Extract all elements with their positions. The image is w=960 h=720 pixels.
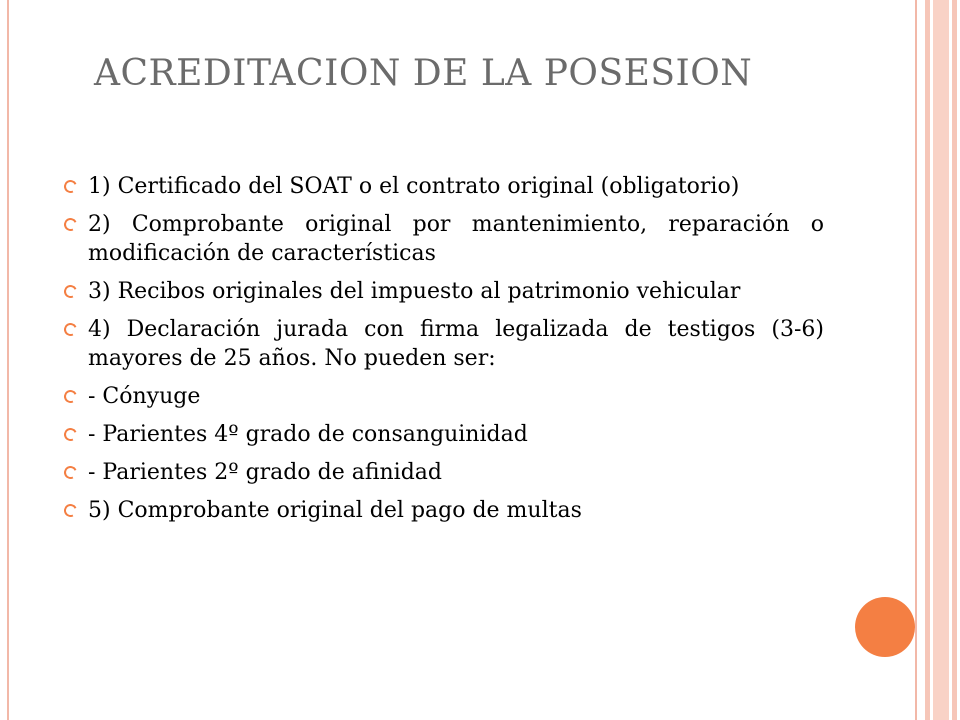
bullet-icon bbox=[62, 388, 79, 405]
list-item-text: 1) Certificado del SOAT o el contrato original (obligatorio) bbox=[88, 174, 740, 199]
bullet-icon bbox=[62, 178, 79, 195]
bullet-icon bbox=[62, 464, 79, 481]
list-item bbox=[64, 172, 824, 201]
list-item-text: 5) Comprobante original del pago de multas bbox=[88, 498, 582, 523]
list-item bbox=[64, 458, 824, 487]
bullet-icon bbox=[62, 283, 79, 300]
list-item-text: - Cónyuge bbox=[88, 384, 201, 409]
list-item-text: 3) Recibos originales del impuesto al patrimonio vehicular bbox=[88, 279, 741, 304]
list-item-text: - Parientes 2º grado de afinidad bbox=[88, 460, 442, 485]
list-item-text: 4) Declaración jurada con firma legalizada de testigos (3-6) mayores de 25 años. No pueden ser: bbox=[88, 317, 824, 371]
bullet-icon bbox=[62, 321, 79, 338]
bullet-icon bbox=[62, 426, 79, 443]
list-item-text: 2) Comprobante original por mantenimiento, reparación o modificación de características bbox=[88, 212, 824, 266]
list-item bbox=[64, 315, 824, 373]
decorative-circle bbox=[855, 597, 915, 657]
bullet-list bbox=[64, 172, 824, 534]
slide-title: ACREDITACION DE LA POSESION bbox=[94, 53, 753, 94]
bullet-icon bbox=[62, 502, 79, 519]
list-item bbox=[64, 496, 824, 525]
list-item bbox=[64, 277, 824, 306]
list-item-text: - Parientes 4º grado de consanguinidad bbox=[88, 422, 528, 447]
bullet-icon bbox=[62, 216, 79, 233]
decorative-stripes bbox=[919, 0, 960, 720]
list-item bbox=[64, 382, 824, 411]
list-item bbox=[64, 210, 824, 268]
list-item bbox=[64, 420, 824, 449]
